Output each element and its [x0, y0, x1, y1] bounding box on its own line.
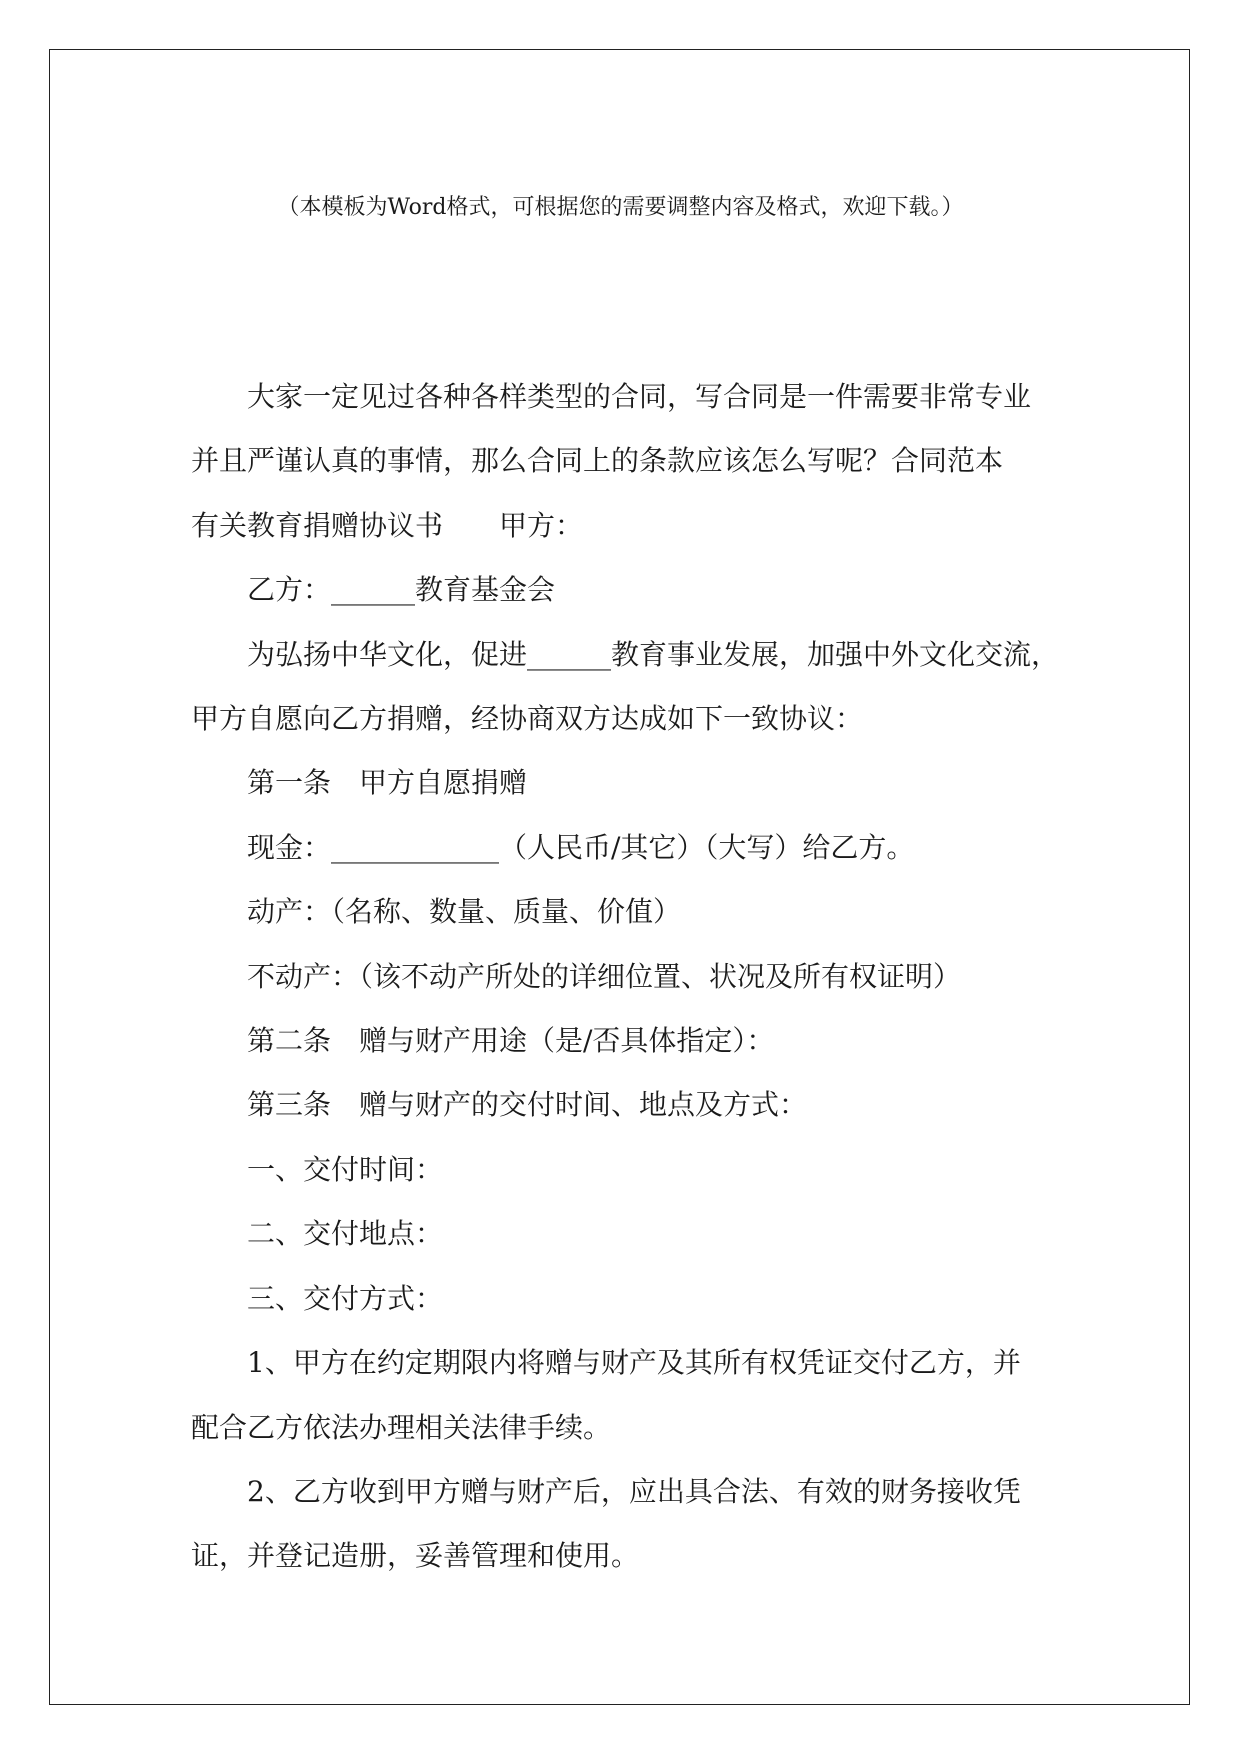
document-line: 证，并登记造册，妥善管理和使用。 — [191, 1539, 640, 1573]
document-line: 2、乙方收到甲方赠与财产后，应出具合法、有效的财务接收凭 — [247, 1474, 1021, 1508]
document-line: 大家一定见过各种各样类型的合同，写合同是一件需要非常专业 — [247, 380, 1032, 413]
document-line: 现金：____________（人民币/其它）（大写）给乙方。 — [247, 830, 915, 864]
document-line: 乙方：______教育基金会 — [247, 573, 556, 607]
document-line: 第一条 甲方自愿捐赠 — [247, 766, 528, 800]
document-line: 甲方自愿向乙方捐赠，经协商双方达成如下一致协议： — [191, 702, 864, 736]
document-line: 为弘扬中华文化，促进______教育事业发展，加强中外文化交流， — [247, 637, 1060, 671]
document-line: 配合乙方依法办理相关法律手续。 — [191, 1410, 612, 1444]
document-line: 不动产：（该不动产所处的详细位置、状况及所有权证明） — [247, 959, 962, 993]
document-body — [191, 365, 1060, 1589]
document-line: 动产：（名称、数量、质量、价值） — [247, 895, 682, 929]
document-line: 有关教育捐赠协议书 甲方： — [191, 508, 584, 542]
template-notice: （本模板为Word格式，可根据您的需要调整内容及格式，欢迎下载。） — [277, 195, 964, 220]
document-line: 二、交付地点： — [247, 1217, 444, 1251]
document-line: 第三条 赠与财产的交付时间、地点及方式： — [247, 1088, 808, 1122]
document-line: 一、交付时间： — [247, 1152, 444, 1186]
document-line: 第二条 赠与财产用途（是/否具体指定）： — [247, 1024, 775, 1058]
document-line: 并且严谨认真的事情，那么合同上的条款应该怎么写呢？合同范本 — [191, 444, 1004, 478]
document-line: 三、交付方式： — [247, 1281, 444, 1315]
document-line: 1、甲方在约定期限内将赠与财产及其所有权凭证交付乙方，并 — [247, 1346, 1021, 1380]
